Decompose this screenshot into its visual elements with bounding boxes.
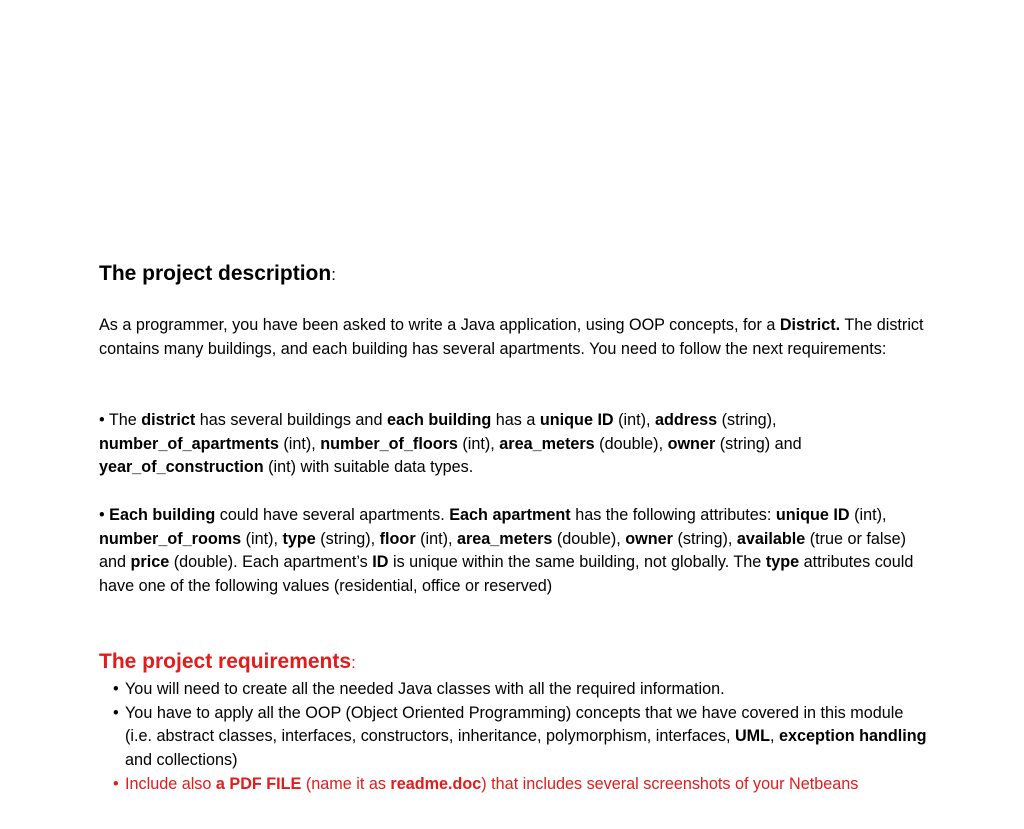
bullet-icon: •: [99, 506, 105, 524]
intro-paragraph: As a programmer, you have been asked to write a Java application, using OOP concepts, for a District. The district contains many buildings, and each building has several apartments. You need to follow the next requirements:: [99, 316, 924, 358]
bullet-icon: •: [113, 680, 119, 698]
building-bullet: • The district has several buildings and each building has a unique ID (int), address (string), number_of_apartments (int), number_of_floors (int), area_meters (double), owner (string) and year_of_construction (int) with suitable data types.: [99, 411, 802, 477]
requirement-item-pdf: • Include also a PDF FILE (name it as readme.doc) that includes several screenshots of your Netbeans: [113, 773, 929, 797]
bullet-icon: •: [99, 411, 105, 429]
requirements-heading-text: The project requirements: [99, 650, 352, 673]
description-heading: [99, 262, 336, 286]
description-heading-colon: :: [331, 265, 336, 284]
requirements-heading-colon: :: [351, 653, 356, 672]
requirement-item-oop: • You have to apply all the OOP (Object Oriented Programming) concepts that we have covered in this module (i.e. abstract classes, interfaces, constructors, inheritance, polymorphism, interfaces, UML, exception handling and collections): [113, 703, 927, 770]
requirements-list: [113, 678, 929, 797]
requirements-heading: [99, 650, 356, 674]
bullet-icon: •: [113, 774, 119, 793]
district-bold: District.: [779, 316, 841, 334]
description-heading-text: The project description: [99, 262, 332, 285]
requirement-item-classes: • You will need to create all the needed Java classes with all the required information.: [113, 678, 929, 702]
apartment-bullet: • Each building could have several apartments. Each apartment has the following attributes: unique ID (int), number_of_rooms (int), type (string), floor (int), area_meters (double), owner (string), available (true or false) and price (double). Each apartment’s ID is unique within the same building, not globally. The type attributes could have one of the following values (residential, office or reserved): [99, 506, 914, 596]
bullet-icon: •: [113, 703, 119, 722]
